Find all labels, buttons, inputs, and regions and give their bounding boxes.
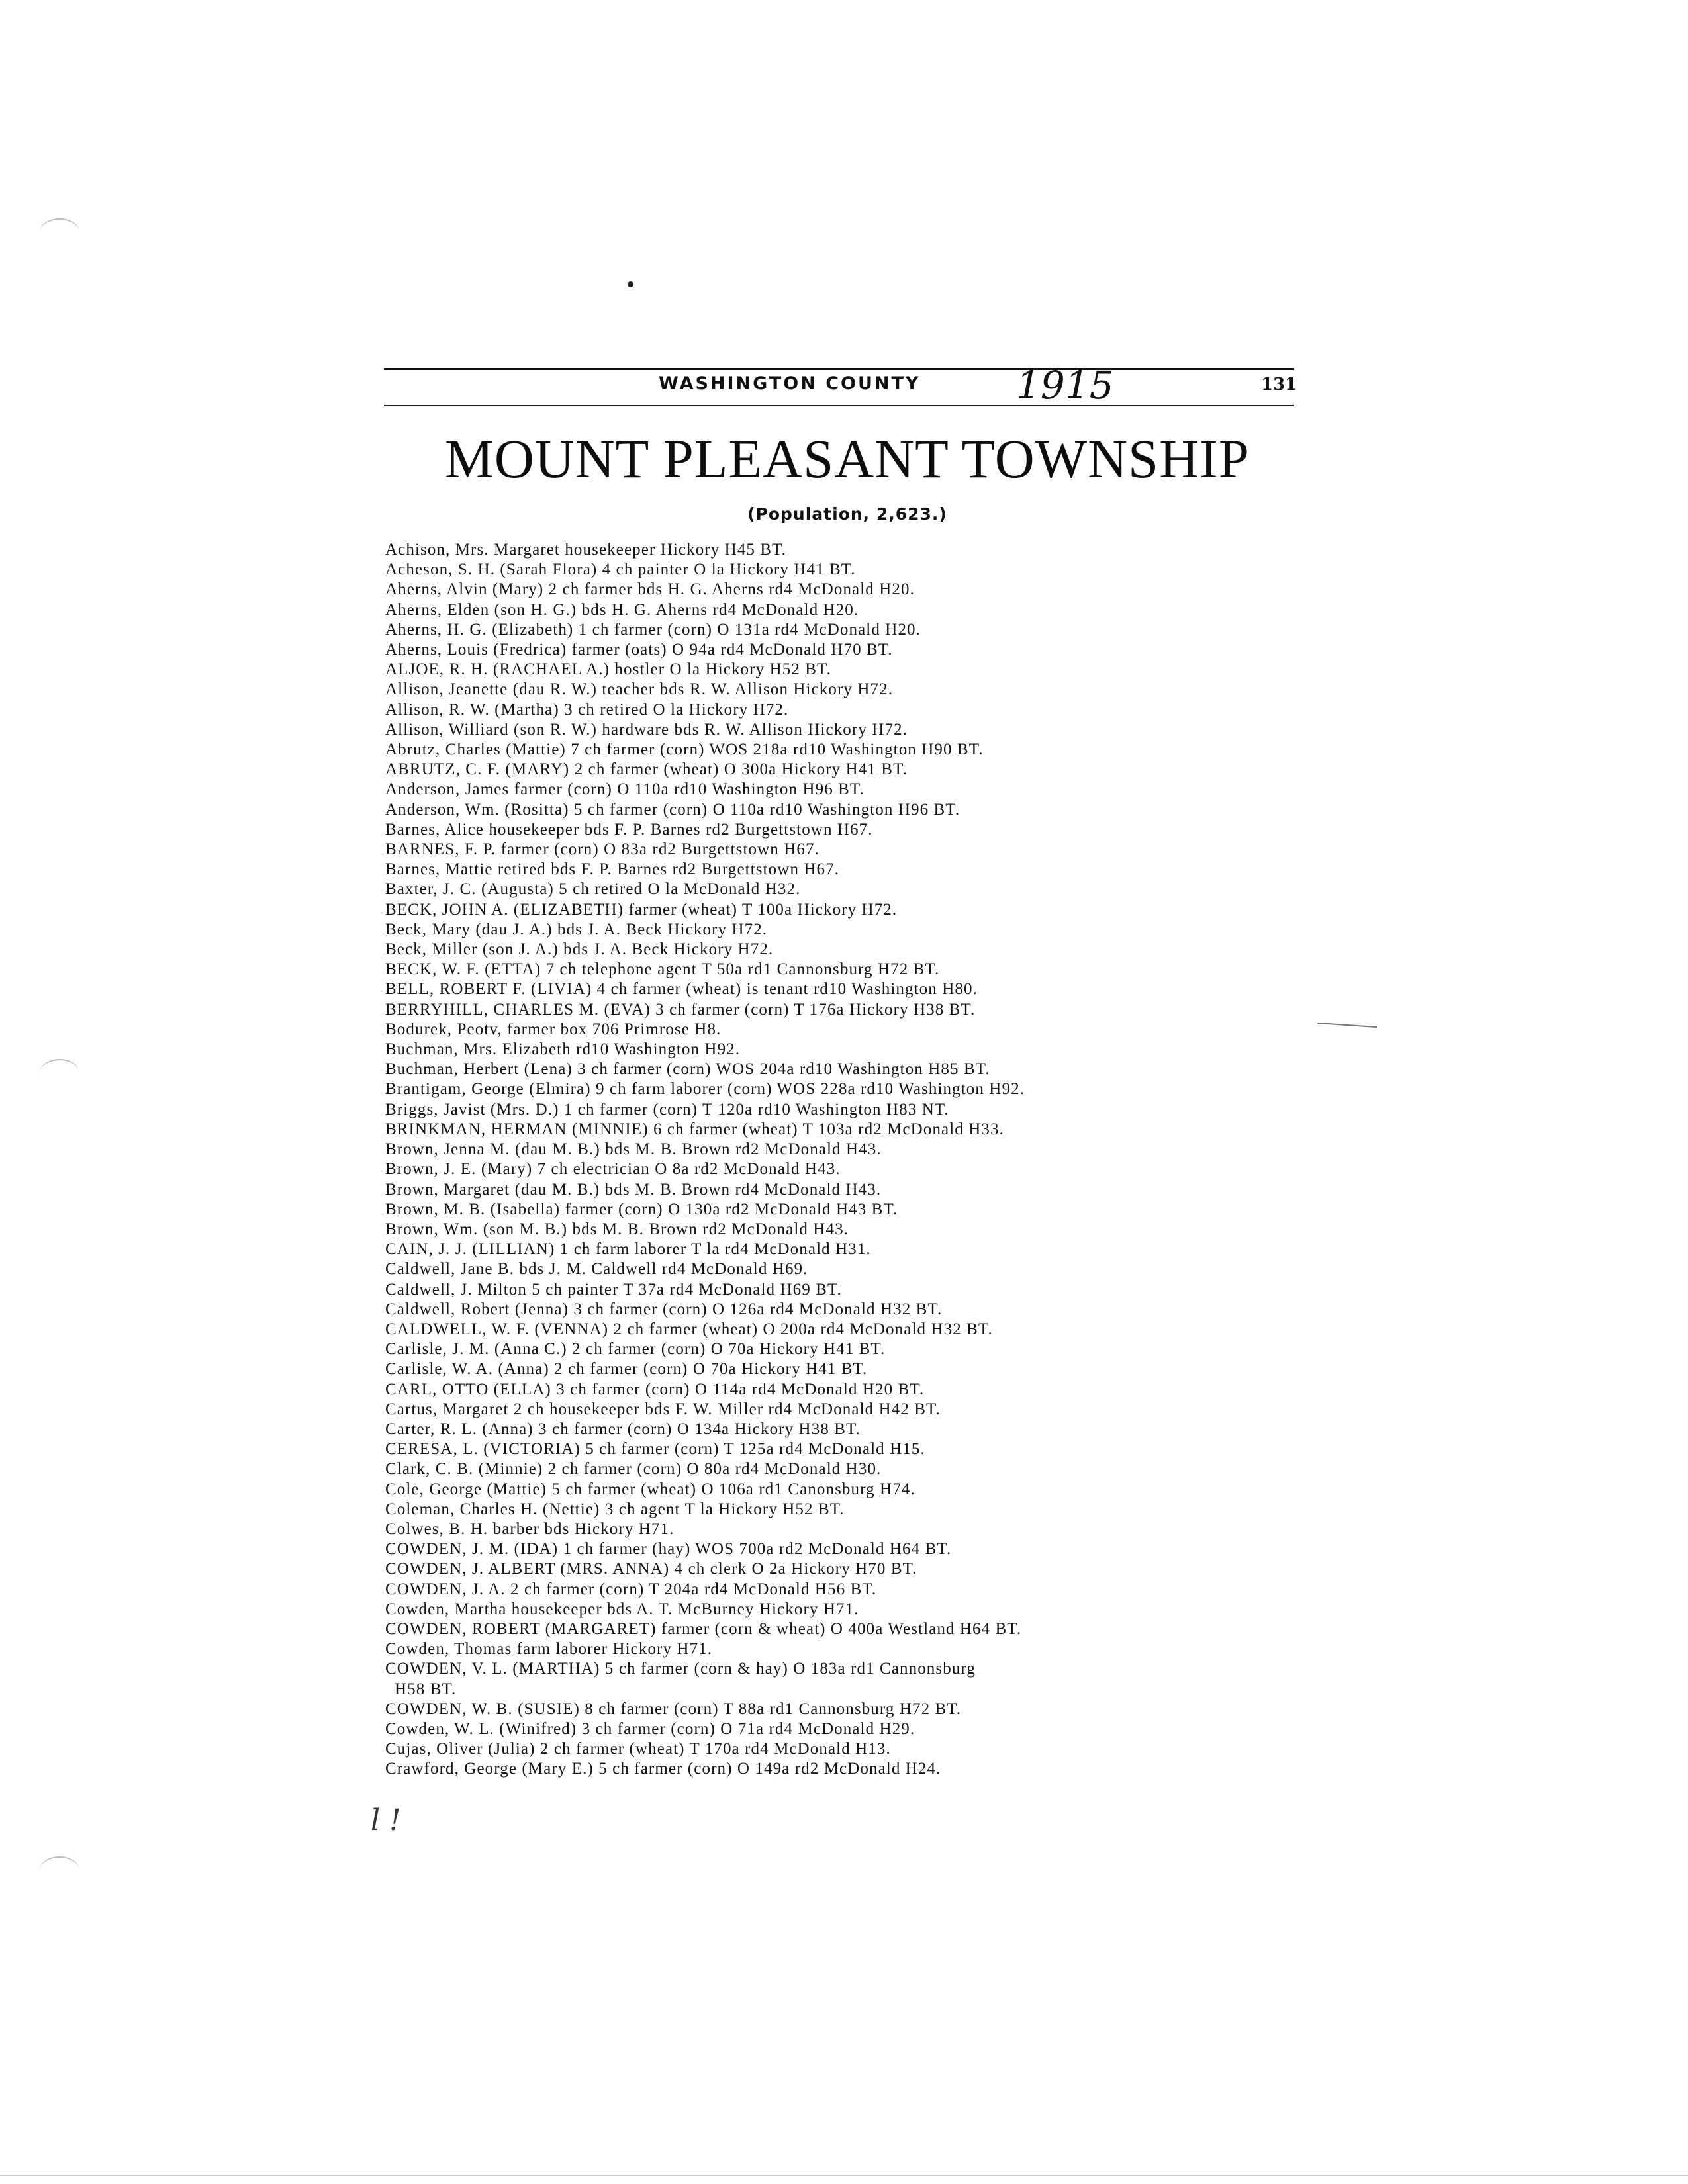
directory-entry: Colwes, B. H. barber bds Hickory H71. <box>385 1520 675 1538</box>
directory-entry: ALJOE, R. H. (RACHAEL A.) hostler O la Hickory H52 BT. <box>385 660 831 679</box>
directory-entry: Carlisle, W. A. (Anna) 2 ch farmer (corn) O 70a Hickory H41 BT. <box>385 1360 868 1379</box>
directory-entry: Baxter, J. C. (Augusta) 5 ch retired O la McDonald H32. <box>385 880 801 899</box>
directory-entry: Crawford, George (Mary E.) 5 ch farmer (corn) O 149a rd2 McDonald H24. <box>385 1760 941 1778</box>
population-subtitle: (Population, 2,623.) <box>747 504 947 523</box>
directory-entry: Brown, Jenna M. (dau M. B.) bds M. B. Brown rd2 McDonald H43. <box>385 1140 882 1159</box>
directory-entry: Cole, George (Mattie) 5 ch farmer (wheat) O 106a rd1 Canonsburg H74. <box>385 1480 915 1498</box>
directory-entry: BECK, JOHN A. (ELIZABETH) farmer (wheat) T 100a Hickory H72. <box>385 900 898 919</box>
directory-entry: Abrutz, Charles (Mattie) 7 ch farmer (corn) WOS 218a rd10 Washington H90 BT. <box>385 741 984 759</box>
scan-edge <box>0 2175 1688 2176</box>
directory-entry: COWDEN, W. B. (SUSIE) 8 ch farmer (corn) T 88a rd1 Cannonsburg H72 BT. <box>385 1700 962 1718</box>
directory-entry: Bodurek, Peotv, farmer box 706 Primrose H8. <box>385 1020 722 1038</box>
directory-entry: BARNES, F. P. farmer (corn) O 83a rd2 Burgettstown H67. <box>385 841 820 859</box>
directory-entry: Caldwell, Robert (Jenna) 3 ch farmer (corn) O 126a rd4 McDonald H32 BT. <box>385 1300 943 1318</box>
page-title: MOUNT PLEASANT TOWNSHIP <box>445 428 1250 489</box>
directory-entry: Brown, Margaret (dau M. B.) bds M. B. Brown rd4 McDonald H43. <box>385 1180 882 1199</box>
page-number: 131 <box>1261 375 1297 394</box>
directory-entry: COWDEN, V. L. (MARTHA) 5 ch farmer (corn & hay) O 183a rd1 Cannonsburg <box>385 1660 976 1678</box>
directory-entry: Brown, M. B. (Isabella) farmer (corn) O 130a rd2 McDonald H43 BT. <box>385 1200 898 1218</box>
directory-entry: BRINKMAN, HERMAN (MINNIE) 6 ch farmer (wheat) T 103a rd2 McDonald H33. <box>385 1120 1004 1138</box>
directory-entry: H58 BT. <box>395 1680 457 1698</box>
directory-entry: Caldwell, J. Milton 5 ch painter T 37a rd4 McDonald H69 BT. <box>385 1280 842 1298</box>
scan-artifact <box>40 1059 79 1087</box>
directory-entry: COWDEN, ROBERT (MARGARET) farmer (corn & wheat) O 400a Westland H64 BT. <box>385 1619 1022 1638</box>
scan-artifact <box>40 218 79 246</box>
directory-entry: Carter, R. L. (Anna) 3 ch farmer (corn) O 134a Hickory H38 BT. <box>385 1420 861 1438</box>
directory-entry: Cowden, Martha housekeeper bds A. T. McBurney Hickory H71. <box>385 1600 859 1618</box>
directory-entry: Briggs, Javist (Mrs. D.) 1 ch farmer (corn) T 120a rd10 Washington H83 NT. <box>385 1100 949 1118</box>
directory-entry: Carlisle, J. M. (Anna C.) 2 ch farmer (corn) O 70a Hickory H41 BT. <box>385 1340 886 1359</box>
directory-entry: Caldwell, Jane B. bds J. M. Caldwell rd4 McDonald H69. <box>385 1260 808 1279</box>
directory-entry: Brantigam, George (Elmira) 9 ch farm laborer (corn) WOS 228a rd10 Washington H92. <box>385 1080 1025 1099</box>
directory-entry: CARL, OTTO (ELLA) 3 ch farmer (corn) O 114a rd4 McDonald H20 BT. <box>385 1380 925 1398</box>
header-rule-top <box>384 368 1294 370</box>
directory-entry: BERRYHILL, CHARLES M. (EVA) 3 ch farmer (corn) T 176a Hickory H38 BT. <box>385 1000 976 1019</box>
directory-entry: Cowden, Thomas farm laborer Hickory H71. <box>385 1640 713 1659</box>
directory-entry: Allison, Jeanette (dau R. W.) teacher bds R. W. Allison Hickory H72. <box>385 680 894 699</box>
ink-dot <box>628 281 633 287</box>
pencil-mark <box>1317 1023 1377 1028</box>
directory-entry: Aherns, H. G. (Elizabeth) 1 ch farmer (corn) O 131a rd4 McDonald H20. <box>385 620 921 639</box>
directory-entry: Cowden, W. L. (Winifred) 3 ch farmer (corn) O 71a rd4 McDonald H29. <box>385 1719 915 1738</box>
handwritten-year: 1915 <box>1016 363 1114 408</box>
directory-entry: Buchman, Mrs. Elizabeth rd10 Washington H92. <box>385 1040 741 1059</box>
directory-entry: Acheson, S. H. (Sarah Flora) 4 ch painter O la Hickory H41 BT. <box>385 561 856 579</box>
directory-entry: Coleman, Charles H. (Nettie) 3 ch agent T la Hickory H52 BT. <box>385 1500 845 1518</box>
margin-note: l ! <box>371 1803 401 1837</box>
directory-entry: Anderson, Wm. (Rositta) 5 ch farmer (corn) O 110a rd10 Washington H96 BT. <box>385 800 961 819</box>
directory-entry: Clark, C. B. (Minnie) 2 ch farmer (corn) O 80a rd4 McDonald H30. <box>385 1460 882 1479</box>
directory-entry: Cartus, Margaret 2 ch housekeeper bds F. W. Miller rd4 McDonald H42 BT. <box>385 1400 941 1418</box>
directory-entry: Brown, Wm. (son M. B.) bds M. B. Brown rd2 McDonald H43. <box>385 1220 849 1238</box>
directory-entry: Aherns, Louis (Fredrica) farmer (oats) O 94a rd4 McDonald H70 BT. <box>385 641 893 659</box>
directory-entry: Brown, J. E. (Mary) 7 ch electrician O 8a rd2 McDonald H43. <box>385 1160 841 1179</box>
directory-entry: Allison, R. W. (Martha) 3 ch retired O la Hickory H72. <box>385 700 789 719</box>
directory-entry: Beck, Miller (son J. A.) bds J. A. Beck Hickory H72. <box>385 940 774 959</box>
directory-entry: Beck, Mary (dau J. A.) bds J. A. Beck Hickory H72. <box>385 920 768 938</box>
directory-entry: COWDEN, J. ALBERT (MRS. ANNA) 4 ch clerk O 2a Hickory H70 BT. <box>385 1560 917 1578</box>
directory-entry: Barnes, Mattie retired bds F. P. Barnes rd2 Burgettstown H67. <box>385 860 840 879</box>
header-rule-bottom <box>384 405 1294 406</box>
running-head: WASHINGTON COUNTY <box>659 373 921 394</box>
directory-entry: Cujas, Oliver (Julia) 2 ch farmer (wheat) T 170a rd4 McDonald H13. <box>385 1740 891 1758</box>
directory-entries <box>385 540 1312 1780</box>
directory-entry: Aherns, Elden (son H. G.) bds H. G. Aherns rd4 McDonald H20. <box>385 600 859 619</box>
directory-entry: CALDWELL, W. F. (VENNA) 2 ch farmer (wheat) O 200a rd4 McDonald H32 BT. <box>385 1320 993 1338</box>
directory-entry: BELL, ROBERT F. (LIVIA) 4 ch farmer (wheat) is tenant rd10 Washington H80. <box>385 980 978 999</box>
directory-entry: CERESA, L. (VICTORIA) 5 ch farmer (corn) T 125a rd4 McDonald H15. <box>385 1440 925 1459</box>
directory-entry: BECK, W. F. (ETTA) 7 ch telephone agent T 50a rd1 Cannonsburg H72 BT. <box>385 960 940 979</box>
directory-entry: Anderson, James farmer (corn) O 110a rd10 Washington H96 BT. <box>385 780 865 799</box>
directory-entry: Aherns, Alvin (Mary) 2 ch farmer bds H. G. Aherns rd4 McDonald H20. <box>385 580 915 599</box>
directory-entry: Achison, Mrs. Margaret housekeeper Hickory H45 BT. <box>385 541 787 559</box>
directory-entry: Barnes, Alice housekeeper bds F. P. Barnes rd2 Burgettstown H67. <box>385 820 873 839</box>
directory-entry: Buchman, Herbert (Lena) 3 ch farmer (corn) WOS 204a rd10 Washington H85 BT. <box>385 1060 990 1079</box>
scan-artifact <box>40 1856 79 1884</box>
directory-entry: CAIN, J. J. (LILLIAN) 1 ch farm laborer T la rd4 McDonald H31. <box>385 1240 871 1259</box>
directory-entry: ABRUTZ, C. F. (MARY) 2 ch farmer (wheat) O 300a Hickory H41 BT. <box>385 760 908 779</box>
directory-entry: COWDEN, J. A. 2 ch farmer (corn) T 204a rd4 McDonald H56 BT. <box>385 1580 877 1598</box>
directory-entry: Allison, Williard (son R. W.) hardware bds R. W. Allison Hickory H72. <box>385 720 908 739</box>
directory-entry: COWDEN, J. M. (IDA) 1 ch farmer (hay) WOS 700a rd2 McDonald H64 BT. <box>385 1540 952 1559</box>
